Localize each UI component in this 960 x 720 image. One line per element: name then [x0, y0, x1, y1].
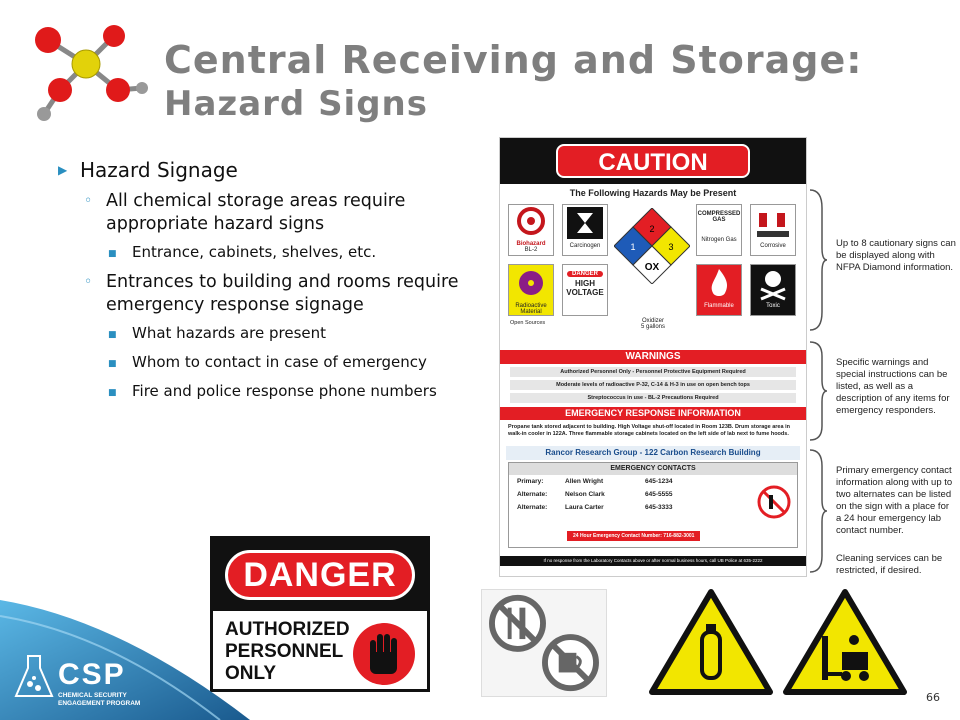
page-number: 66: [926, 691, 940, 704]
bullet-item: [84, 271, 498, 317]
emergency-contacts-box: [508, 462, 798, 548]
no-cleaning-icon: [757, 485, 791, 519]
square-bullet-icon: ■: [108, 249, 117, 259]
note-contacts: Primary emergency contact information along with up to two alternates can be listed on the sign with a place for a 24 hour emergency lab contact number.: [836, 465, 953, 536]
flame-icon: [697, 265, 741, 301]
nfpa-react-value: 3: [668, 242, 674, 252]
corrosive-label: Corrosive: [760, 243, 786, 249]
contact-phone: 645-5555: [645, 491, 673, 498]
nitrogen-label: Nitrogen Gas: [701, 237, 737, 243]
danger-line-3: ONLY: [225, 663, 277, 684]
forklift-warning-icon: [782, 588, 908, 696]
contact-name: Allen Wright: [565, 478, 604, 485]
24-hour-contact: 24 Hour Emergency Contact Number: 716-882-3001: [567, 531, 700, 541]
toxic-label: Toxic: [766, 303, 780, 309]
gallons-label: 5 gallons: [640, 324, 666, 330]
circle-bullet-icon: ◦: [84, 274, 93, 290]
oxidizer-label: Oxidizer: [641, 318, 664, 324]
danger-small-label: DANGER: [567, 271, 603, 277]
biohazard-label: Biohazard: [516, 241, 546, 247]
gas-cylinder-warning-icon: [648, 588, 774, 696]
note-cautionary-signs: Up to 8 cautionary signs can be displayed along with NFPA Diamond information.: [836, 238, 956, 273]
sub-bullet-text: Whom to contact in case of emergency: [132, 353, 427, 371]
warning-line: Streptococcus in use - BL-2 Precautions Required: [510, 393, 796, 403]
contact-row: [509, 475, 797, 488]
emergency-response-title: EMERGENCY RESPONSE INFORMATION: [500, 407, 806, 420]
biohazard-sign: [508, 204, 554, 256]
bullet-item: [84, 190, 498, 236]
sub-bullet-text: What hazards are present: [132, 324, 326, 342]
molecule-logo: [18, 18, 148, 128]
nfpa-diamond-icon: [614, 208, 690, 284]
no-food-drink-sign: [481, 589, 607, 697]
csp-logo-subtitle: [58, 692, 178, 708]
bullet-heading-text: Hazard Signage: [80, 158, 238, 182]
danger-line-2: PERSONNEL: [225, 641, 344, 662]
radioactive-icon: [509, 265, 553, 301]
contact-role: Alternate:: [517, 491, 548, 498]
csp-logo-text: CSP: [58, 658, 126, 691]
sub-bullet-item: [108, 352, 498, 375]
danger-line-1: AUTHORIZED: [225, 619, 350, 640]
high-voltage-sign: [562, 264, 608, 316]
brace-icon: [808, 340, 828, 442]
flammable-sign: [696, 264, 742, 316]
csp-subtitle-line-1: CHEMICAL SECURITY: [58, 692, 127, 699]
radioactive-sign: [508, 264, 554, 316]
bullet-heading: [58, 158, 498, 182]
no-drinking-icon: [545, 637, 596, 688]
toxic-sign: [750, 264, 796, 316]
square-bullet-icon: ■: [108, 388, 117, 398]
corrosive-sign: [750, 204, 796, 256]
research-group-label: Rancor Research Group - 122 Carbon Research Building: [506, 446, 800, 460]
contact-name: Laura Carter: [565, 504, 604, 511]
emergency-response-text: Propane tank stored adjacent to building. High Voltage shut-off located in Room 123B. Drum storage area in walk-in cooler in 122A. Three flammable storage cabinets located on the left side of lab next to fume hoods.: [508, 424, 790, 437]
skull-icon: [751, 265, 795, 301]
flask-icon: [14, 652, 54, 702]
bl2-label: BL-2: [524, 247, 538, 253]
sub-bullet-item: [108, 381, 498, 404]
radioactive-label: Radioactive Material: [515, 303, 547, 315]
poster-footer: If no response from the Laboratory Contacts above or after normal business hours, call UB Police at 635-2222: [500, 556, 806, 566]
brace-icon: [808, 448, 828, 574]
note-warnings: Specific warnings and special instructions can be listed, as well as a description of any items for emergency responders.: [836, 357, 950, 416]
high-voltage-label: HIGH VOLTAGE: [566, 279, 604, 297]
hazard-sign-grid: [500, 202, 806, 342]
stop-hand-icon: [353, 623, 415, 685]
brace-icon: [808, 188, 828, 332]
door-sign-poster: [499, 137, 807, 577]
contacts-title: EMERGENCY CONTACTS: [509, 463, 797, 475]
bullet-item-text: Entrances to building and rooms require emergency response signage: [106, 272, 459, 315]
corrosive-icon: [751, 205, 795, 241]
danger-label: DANGER: [225, 550, 415, 600]
contact-name: Nelson Clark: [565, 491, 605, 498]
nfpa-health-value: 2: [649, 224, 655, 234]
contact-role: Alternate:: [517, 504, 548, 511]
contact-phone: 645-3333: [645, 504, 673, 511]
contact-phone: 645-1234: [645, 478, 673, 485]
square-bullet-icon: ■: [108, 359, 117, 369]
sub-bullet-text: Fire and police response phone numbers: [132, 382, 437, 400]
compressed-label: COMPRESSED GAS: [697, 211, 741, 223]
title-line-2: Hazard Signs: [164, 84, 428, 124]
nfpa-flam-value: 1: [630, 242, 636, 252]
note-cleaning: Cleaning services can be restricted, if desired.: [836, 553, 943, 576]
flammable-label: Flammable: [704, 303, 734, 309]
page-title: [164, 36, 924, 124]
nfpa-special-value: OX: [644, 262, 660, 273]
title-line-1: Central Receiving and Storage:: [164, 38, 863, 82]
caution-header: [500, 138, 806, 184]
triangle-bullet-icon: ▶: [58, 163, 68, 177]
carcinogen-label: Carcinogen: [569, 243, 601, 249]
oxidizer-caption: [618, 318, 688, 330]
bullet-list: [58, 158, 498, 410]
carcinogen-icon: [563, 205, 607, 241]
circle-bullet-icon: ◦: [84, 193, 93, 209]
warning-line: Moderate levels of radioactive P-32, C-14 & H-3 in use on open bench tops: [510, 380, 796, 390]
sub-bullet-item: [108, 242, 498, 265]
sub-bullet-text: Entrance, cabinets, shelves, etc.: [132, 243, 377, 261]
open-sources-label: Open Sources: [510, 320, 546, 326]
warning-line: Authorized Personnel Only - Personnel Protective Equipment Required: [510, 367, 796, 377]
csp-subtitle-line-2: ENGAGEMENT PROGRAM: [58, 700, 141, 707]
sub-bullet-item: [108, 323, 498, 346]
carcinogen-sign: [562, 204, 608, 256]
caution-label: CAUTION: [556, 144, 749, 178]
contact-row: [509, 501, 797, 514]
contact-role: Primary:: [517, 478, 544, 485]
no-eating-icon: [492, 598, 543, 649]
compressed-gas-sign: [696, 204, 742, 256]
poster-subtitle: The Following Hazards May be Present: [569, 188, 737, 198]
bullet-item-text: All chemical storage areas require appropriate hazard signs: [106, 191, 406, 234]
contact-row: [509, 488, 797, 501]
warnings-title: WARNINGS: [500, 350, 806, 364]
square-bullet-icon: ■: [108, 330, 117, 340]
biohazard-icon: [509, 205, 553, 239]
